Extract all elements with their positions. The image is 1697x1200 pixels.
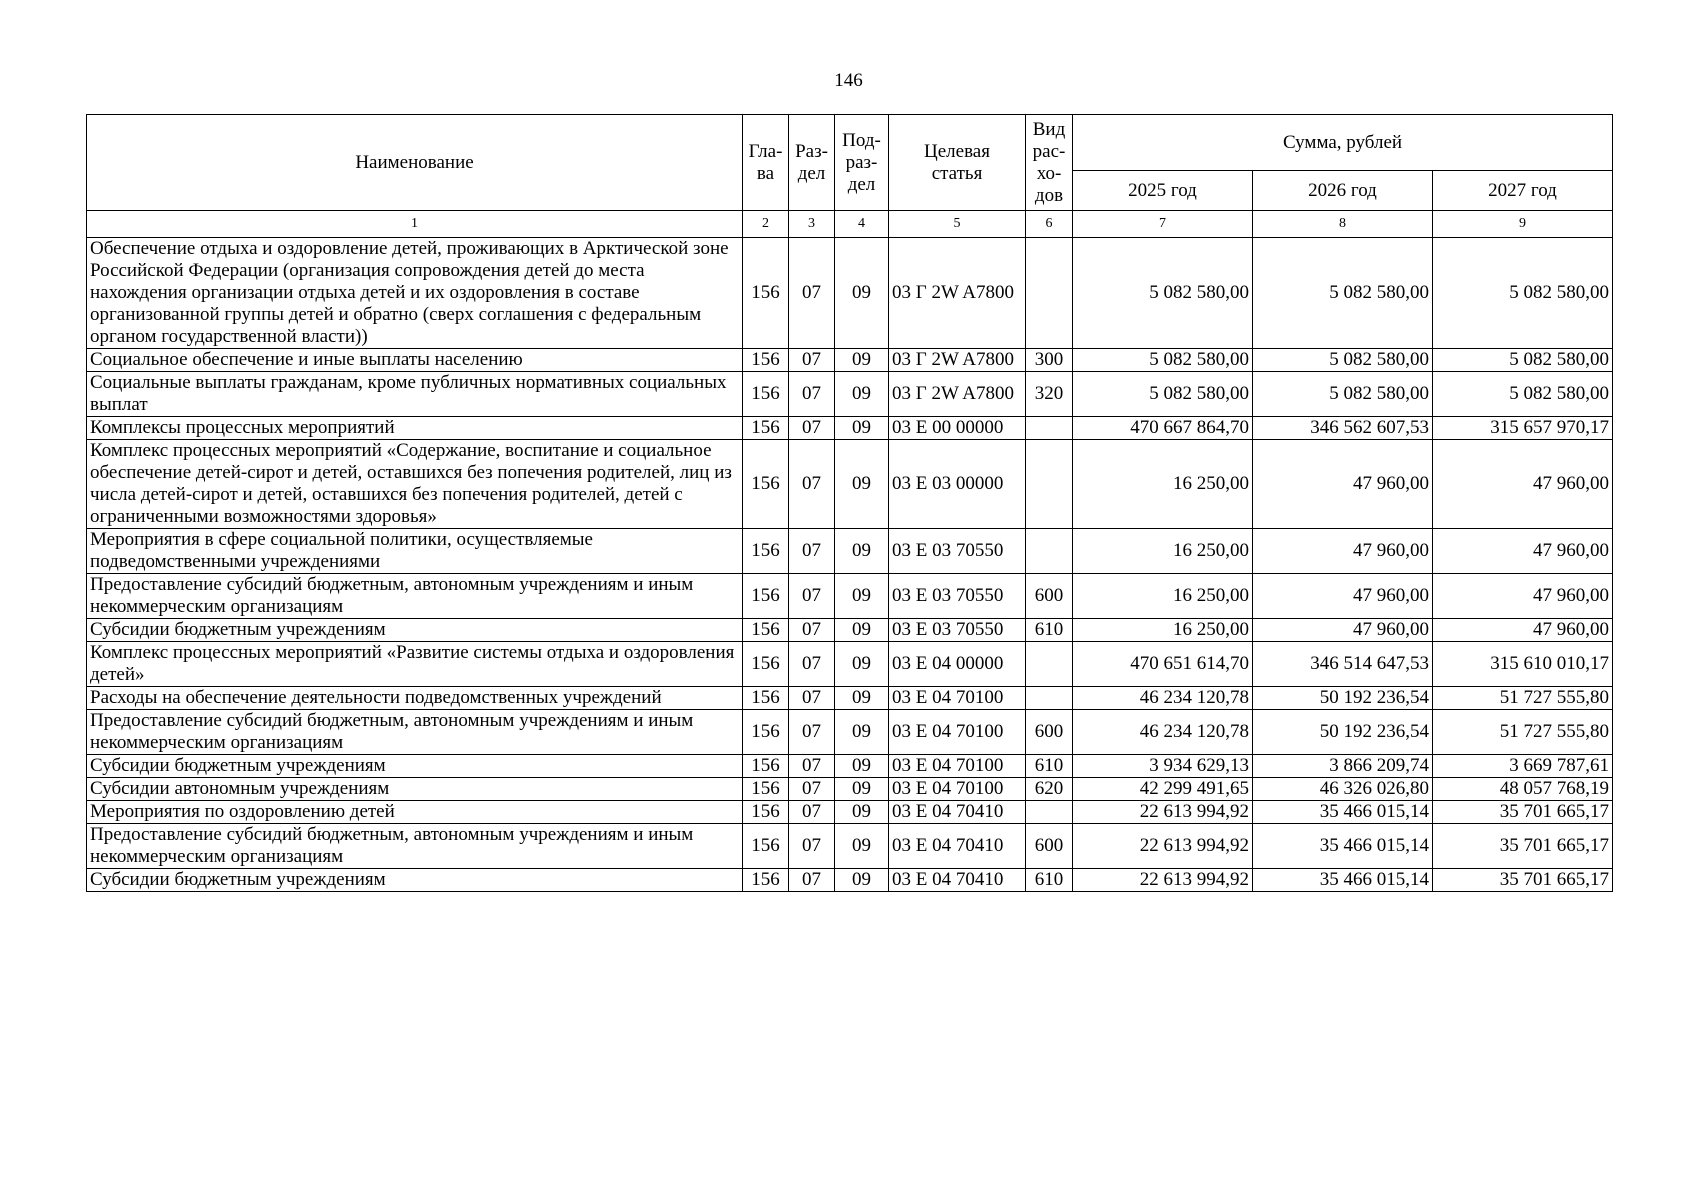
row-expense-type: 300 — [1026, 349, 1073, 372]
row-target-article: 03 Г 2W A7800 — [889, 349, 1026, 372]
table-row — [87, 710, 1613, 755]
row-podrazdel: 09 — [835, 372, 889, 417]
row-amount-2026: 46 326 026,80 — [1253, 778, 1433, 801]
row-podrazdel: 09 — [835, 824, 889, 869]
row-expense-type — [1026, 417, 1073, 440]
row-amount-2025: 3 934 629,13 — [1073, 755, 1253, 778]
row-glava: 156 — [743, 755, 789, 778]
row-razdel: 07 — [789, 238, 835, 349]
row-target-article: 03 Е 03 70550 — [889, 529, 1026, 574]
row-razdel: 07 — [789, 824, 835, 869]
row-podrazdel: 09 — [835, 238, 889, 349]
column-number: 4 — [835, 211, 889, 238]
row-target-article: 03 Е 04 70410 — [889, 824, 1026, 869]
row-glava: 156 — [743, 349, 789, 372]
row-expense-type — [1026, 801, 1073, 824]
row-expense-type — [1026, 440, 1073, 529]
row-name: Мероприятия в сфере социальной политики, осуществляемые подведомственными учреждениями — [87, 529, 743, 574]
row-glava: 156 — [743, 642, 789, 687]
row-razdel: 07 — [789, 801, 835, 824]
row-expense-type: 620 — [1026, 778, 1073, 801]
table-row — [87, 529, 1613, 574]
row-target-article: 03 Е 00 00000 — [889, 417, 1026, 440]
row-amount-2027: 35 701 665,17 — [1433, 824, 1613, 869]
row-amount-2025: 5 082 580,00 — [1073, 238, 1253, 349]
row-name: Предоставление субсидий бюджетным, автономным учреждениям и иным некоммерческим организациям — [87, 710, 743, 755]
row-amount-2027: 35 701 665,17 — [1433, 801, 1613, 824]
row-target-article: 03 Е 03 00000 — [889, 440, 1026, 529]
row-glava: 156 — [743, 372, 789, 417]
budget-table — [86, 114, 1613, 892]
row-amount-2026: 5 082 580,00 — [1253, 349, 1433, 372]
row-expense-type: 320 — [1026, 372, 1073, 417]
row-expense-type — [1026, 642, 1073, 687]
header-glava — [743, 115, 789, 211]
row-amount-2026: 346 514 647,53 — [1253, 642, 1433, 687]
row-glava: 156 — [743, 574, 789, 619]
row-target-article: 03 Е 04 00000 — [889, 642, 1026, 687]
row-expense-type — [1026, 238, 1073, 349]
row-amount-2027: 51 727 555,80 — [1433, 710, 1613, 755]
header-podrazdel — [835, 115, 889, 211]
row-podrazdel: 09 — [835, 687, 889, 710]
row-name: Субсидии автономным учреждениям — [87, 778, 743, 801]
row-podrazdel: 09 — [835, 755, 889, 778]
row-amount-2027: 48 057 768,19 — [1433, 778, 1613, 801]
row-expense-type: 610 — [1026, 869, 1073, 892]
row-podrazdel: 09 — [835, 801, 889, 824]
row-glava: 156 — [743, 529, 789, 574]
row-razdel: 07 — [789, 372, 835, 417]
column-number: 7 — [1073, 211, 1253, 238]
row-podrazdel: 09 — [835, 642, 889, 687]
row-target-article: 03 Е 04 70410 — [889, 869, 1026, 892]
row-razdel: 07 — [789, 349, 835, 372]
row-amount-2027: 35 701 665,17 — [1433, 869, 1613, 892]
row-podrazdel: 09 — [835, 778, 889, 801]
column-number: 5 — [889, 211, 1026, 238]
row-target-article: 03 Е 04 70100 — [889, 710, 1026, 755]
row-amount-2025: 16 250,00 — [1073, 574, 1253, 619]
table-row — [87, 778, 1613, 801]
column-number: 3 — [789, 211, 835, 238]
row-expense-type — [1026, 687, 1073, 710]
header-razdel — [789, 115, 835, 211]
row-amount-2025: 5 082 580,00 — [1073, 372, 1253, 417]
row-name: Субсидии бюджетным учреждениям — [87, 619, 743, 642]
row-glava: 156 — [743, 687, 789, 710]
row-podrazdel: 09 — [835, 574, 889, 619]
header-razdel-line: Раз- — [795, 140, 828, 162]
header-sum: Сумма, рублей — [1073, 115, 1613, 171]
row-razdel: 07 — [789, 778, 835, 801]
row-glava: 156 — [743, 824, 789, 869]
row-podrazdel: 09 — [835, 349, 889, 372]
row-amount-2025: 470 651 614,70 — [1073, 642, 1253, 687]
row-amount-2027: 51 727 555,80 — [1433, 687, 1613, 710]
row-amount-2025: 46 234 120,78 — [1073, 687, 1253, 710]
row-amount-2027: 47 960,00 — [1433, 619, 1613, 642]
row-name: Социальное обеспечение и иные выплаты населению — [87, 349, 743, 372]
header-podrazdel-line: Под- — [842, 129, 881, 151]
row-amount-2026: 47 960,00 — [1253, 529, 1433, 574]
table-row — [87, 824, 1613, 869]
row-expense-type: 600 — [1026, 710, 1073, 755]
header-podrazdel-line: дел — [847, 173, 876, 195]
table-row — [87, 642, 1613, 687]
row-podrazdel: 09 — [835, 417, 889, 440]
row-expense-type — [1026, 529, 1073, 574]
row-expense-type: 610 — [1026, 619, 1073, 642]
row-glava: 156 — [743, 710, 789, 755]
row-target-article: 03 Е 04 70100 — [889, 687, 1026, 710]
row-name: Мероприятия по оздоровлению детей — [87, 801, 743, 824]
row-expense-type: 600 — [1026, 824, 1073, 869]
header-vid-line: рас- — [1032, 140, 1066, 162]
column-number: 6 — [1026, 211, 1073, 238]
row-name: Расходы на обеспечение деятельности подведомственных учреждений — [87, 687, 743, 710]
row-glava: 156 — [743, 801, 789, 824]
row-podrazdel: 09 — [835, 440, 889, 529]
row-podrazdel: 09 — [835, 710, 889, 755]
row-amount-2025: 16 250,00 — [1073, 440, 1253, 529]
row-amount-2025: 22 613 994,92 — [1073, 824, 1253, 869]
page-number: 146 — [834, 70, 863, 91]
row-target-article: 03 Е 03 70550 — [889, 619, 1026, 642]
header-name: Наименование — [87, 115, 743, 211]
row-name: Субсидии бюджетным учреждениям — [87, 869, 743, 892]
header-podrazdel-line: раз- — [845, 151, 878, 173]
header-vid-line: хо- — [1036, 162, 1062, 184]
row-glava: 156 — [743, 417, 789, 440]
table-row — [87, 869, 1613, 892]
row-glava: 156 — [743, 440, 789, 529]
table-body — [87, 238, 1613, 892]
table-row — [87, 574, 1613, 619]
column-number: 8 — [1253, 211, 1433, 238]
row-razdel: 07 — [789, 869, 835, 892]
row-amount-2026: 50 192 236,54 — [1253, 687, 1433, 710]
row-target-article: 03 Г 2W A7800 — [889, 372, 1026, 417]
row-name: Комплексы процессных мероприятий — [87, 417, 743, 440]
column-number-row — [87, 211, 1613, 238]
row-amount-2027: 5 082 580,00 — [1433, 372, 1613, 417]
row-amount-2026: 35 466 015,14 — [1253, 869, 1433, 892]
row-amount-2025: 46 234 120,78 — [1073, 710, 1253, 755]
header-vid-line: дов — [1034, 184, 1064, 206]
header-vid-line: Вид — [1032, 118, 1066, 140]
row-razdel: 07 — [789, 440, 835, 529]
row-razdel: 07 — [789, 642, 835, 687]
row-glava: 156 — [743, 238, 789, 349]
row-glava: 156 — [743, 778, 789, 801]
header-target-line: статья — [931, 162, 983, 184]
row-target-article: 03 Е 04 70100 — [889, 778, 1026, 801]
row-amount-2027: 5 082 580,00 — [1433, 238, 1613, 349]
row-glava: 156 — [743, 619, 789, 642]
column-number: 2 — [743, 211, 789, 238]
header-target — [889, 115, 1026, 211]
row-amount-2027: 5 082 580,00 — [1433, 349, 1613, 372]
row-amount-2027: 47 960,00 — [1433, 574, 1613, 619]
table-row — [87, 349, 1613, 372]
table-row — [87, 755, 1613, 778]
row-target-article: 03 Е 04 70100 — [889, 755, 1026, 778]
table-row — [87, 619, 1613, 642]
row-amount-2027: 3 669 787,61 — [1433, 755, 1613, 778]
row-razdel: 07 — [789, 755, 835, 778]
row-name: Социальные выплаты гражданам, кроме публичных нормативных социальных выплат — [87, 372, 743, 417]
header-glava-line: ва — [756, 162, 775, 184]
row-amount-2026: 5 082 580,00 — [1253, 372, 1433, 417]
row-razdel: 07 — [789, 574, 835, 619]
header-glava-line: Гла- — [748, 140, 783, 162]
table-row — [87, 372, 1613, 417]
row-target-article: 03 Г 2W A7800 — [889, 238, 1026, 349]
row-amount-2026: 35 466 015,14 — [1253, 824, 1433, 869]
row-amount-2026: 35 466 015,14 — [1253, 801, 1433, 824]
row-razdel: 07 — [789, 619, 835, 642]
row-podrazdel: 09 — [835, 869, 889, 892]
header-razdel-line: дел — [797, 162, 826, 184]
row-amount-2025: 22 613 994,92 — [1073, 801, 1253, 824]
table-header — [87, 115, 1613, 238]
row-amount-2026: 346 562 607,53 — [1253, 417, 1433, 440]
table-row — [87, 417, 1613, 440]
row-amount-2025: 22 613 994,92 — [1073, 869, 1253, 892]
row-expense-type: 610 — [1026, 755, 1073, 778]
table-row — [87, 687, 1613, 710]
table-row — [87, 440, 1613, 529]
row-amount-2027: 47 960,00 — [1433, 440, 1613, 529]
row-name: Обеспечение отдыха и оздоровление детей, проживающих в Арктической зоне Российской Федерации (организация сопровождения детей до места нахождения организации отдыха детей и их оздоровления в составе организованной группы детей и обратно (сверх соглашения с федеральным органом государственной власти)) — [87, 238, 743, 349]
row-razdel: 07 — [789, 687, 835, 710]
column-number: 1 — [87, 211, 743, 238]
row-razdel: 07 — [789, 529, 835, 574]
header-year-2026: 2026 год — [1253, 171, 1433, 211]
table-row — [87, 801, 1613, 824]
header-vid — [1026, 115, 1073, 211]
header-year-2025: 2025 год — [1073, 171, 1253, 211]
row-name: Комплекс процессных мероприятий «Содержание, воспитание и социальное обеспечение детей-сирот и детей, оставшихся без попечения родителей, лиц из числа детей-сирот и детей, оставшихся без попечения родителей, детей с ограниченными возможностями здоровья» — [87, 440, 743, 529]
row-amount-2025: 5 082 580,00 — [1073, 349, 1253, 372]
row-amount-2025: 470 667 864,70 — [1073, 417, 1253, 440]
header-year-2027: 2027 год — [1433, 171, 1613, 211]
row-razdel: 07 — [789, 710, 835, 755]
row-name: Предоставление субсидий бюджетным, автономным учреждениям и иным некоммерческим организациям — [87, 574, 743, 619]
column-number: 9 — [1433, 211, 1613, 238]
row-name: Предоставление субсидий бюджетным, автономным учреждениям и иным некоммерческим организациям — [87, 824, 743, 869]
row-amount-2026: 47 960,00 — [1253, 619, 1433, 642]
row-amount-2026: 3 866 209,74 — [1253, 755, 1433, 778]
table-row — [87, 238, 1613, 349]
row-amount-2026: 5 082 580,00 — [1253, 238, 1433, 349]
row-amount-2026: 50 192 236,54 — [1253, 710, 1433, 755]
row-glava: 156 — [743, 869, 789, 892]
row-amount-2025: 16 250,00 — [1073, 619, 1253, 642]
row-amount-2027: 47 960,00 — [1433, 529, 1613, 574]
row-podrazdel: 09 — [835, 619, 889, 642]
row-amount-2025: 42 299 491,65 — [1073, 778, 1253, 801]
row-target-article: 03 Е 04 70410 — [889, 801, 1026, 824]
row-amount-2026: 47 960,00 — [1253, 440, 1433, 529]
row-razdel: 07 — [789, 417, 835, 440]
row-target-article: 03 Е 03 70550 — [889, 574, 1026, 619]
row-amount-2026: 47 960,00 — [1253, 574, 1433, 619]
row-name: Комплекс процессных мероприятий «Развитие системы отдыха и оздоровления детей» — [87, 642, 743, 687]
row-expense-type: 600 — [1026, 574, 1073, 619]
row-name: Субсидии бюджетным учреждениям — [87, 755, 743, 778]
row-amount-2027: 315 610 010,17 — [1433, 642, 1613, 687]
row-amount-2027: 315 657 970,17 — [1433, 417, 1613, 440]
row-podrazdel: 09 — [835, 529, 889, 574]
header-target-line: Целевая — [924, 140, 990, 162]
row-amount-2025: 16 250,00 — [1073, 529, 1253, 574]
